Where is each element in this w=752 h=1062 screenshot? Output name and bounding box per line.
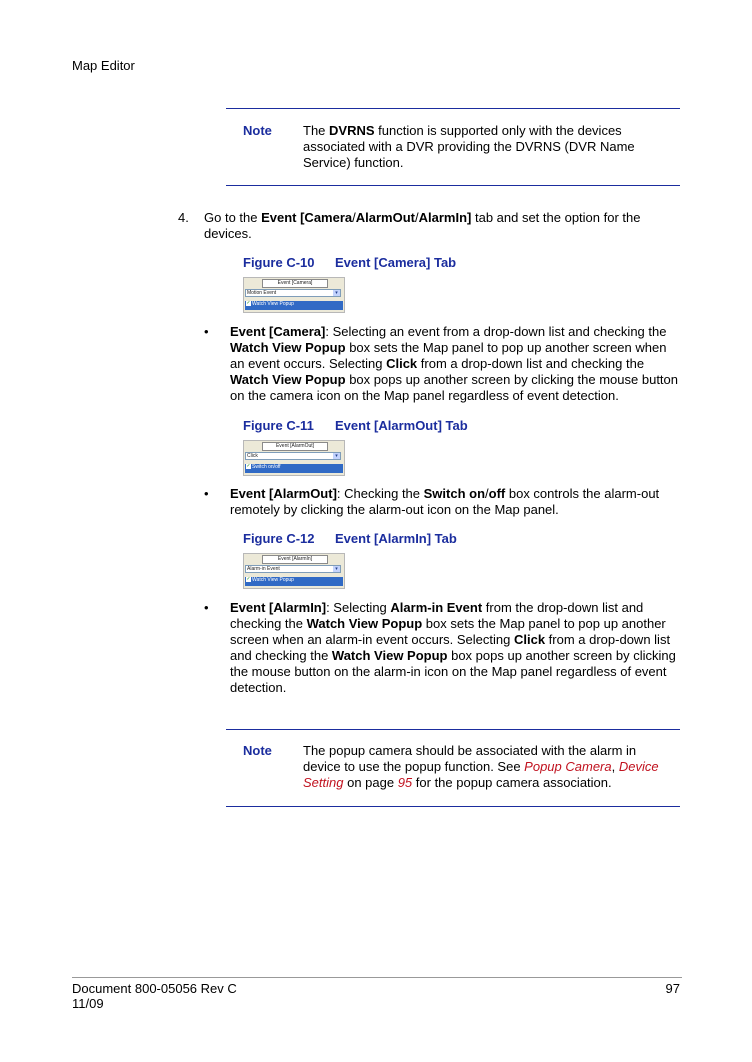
bullet-text-part: box pops up another screen by clicking the mouse button on the alarm-in icon on the Map panel regardless of event detection. — [230, 648, 676, 695]
bullet-text-part: box sets the Map panel to pop up another screen when an event occurs. Selecting — [230, 340, 667, 371]
bullet-bold: Event [Camera] — [230, 324, 326, 339]
note-text — [303, 123, 673, 171]
footer-date: 11/09 — [72, 996, 104, 1011]
note-text-part: The — [303, 123, 330, 138]
bullet-marker: • — [204, 486, 209, 501]
note-text-part: for the popup camera association. — [412, 775, 612, 790]
step-text-part: / — [352, 210, 356, 225]
figure-number: Figure C-12 — [243, 531, 315, 546]
footer-doc-info — [72, 981, 237, 1011]
note-text-part: on page — [343, 775, 398, 790]
tab-event-alarmin[interactable]: Event [AlarmIn] — [262, 555, 328, 564]
bullet-text-part: box sets the Map panel to pop up another screen when an alarm-in event occurs. Selecting — [230, 616, 666, 647]
step-text-part: tab and set the option for the devices. — [204, 210, 641, 241]
note-text-part: The popup camera should be associated with the alarm in device to use the popup function. See — [303, 743, 637, 774]
bullet-bold: off — [488, 486, 506, 501]
watch-view-popup-checkbox[interactable] — [245, 577, 343, 586]
chevron-down-icon[interactable]: ▾ — [333, 566, 340, 572]
tab-event-camera[interactable]: Event [Camera] — [262, 279, 328, 288]
chevron-down-icon[interactable]: ▾ — [333, 290, 340, 296]
note-top-rule — [226, 108, 680, 109]
note-label: Note — [243, 123, 272, 138]
checkbox-label: Watch View Popup — [252, 577, 294, 583]
event-dropdown[interactable] — [245, 565, 341, 573]
bullet-bold: Switch on — [423, 486, 486, 501]
tab-event-alarmout[interactable]: Event [AlarmOut] — [262, 442, 328, 451]
chevron-down-icon[interactable]: ▾ — [333, 453, 340, 459]
bullet-text-alarmout — [230, 486, 682, 518]
step-text-part: / — [415, 210, 419, 225]
watch-view-popup-checkbox[interactable] — [245, 301, 343, 310]
dropdown-value: Motion Event — [247, 290, 277, 296]
link-popup-camera[interactable]: Popup Camera — [524, 759, 612, 774]
figure-title: Event [AlarmOut] Tab — [335, 418, 468, 433]
bullet-bold: Watch View Popup — [331, 648, 448, 663]
check-icon: ✓ — [246, 576, 251, 583]
figure-number: Figure C-11 — [243, 418, 314, 433]
bullet-text-part: : Checking the — [336, 486, 424, 501]
step-number: 4. — [178, 210, 189, 225]
note-top-rule — [226, 729, 680, 730]
bullet-text-part: box pops up another screen by clicking the mouse button on the camera icon on the Map panel regardless of event detection. — [230, 372, 679, 403]
step-bold: Event [Camera — [261, 210, 353, 225]
step-text — [204, 210, 664, 242]
bullet-marker: • — [204, 324, 209, 339]
bullet-bold: Watch View Popup — [230, 340, 346, 355]
note-bottom-rule — [226, 806, 680, 807]
bullet-text-alarmin — [230, 600, 682, 696]
figure-title: Event [Camera] Tab — [335, 255, 457, 270]
event-dropdown[interactable] — [245, 452, 341, 460]
figure-number: Figure C-10 — [243, 255, 315, 270]
figure-caption — [243, 418, 468, 434]
figure-image-alarmin-tab — [243, 553, 345, 589]
link-device-setting[interactable]: Device Setting — [303, 759, 659, 790]
footer-rule — [72, 977, 682, 978]
bullet-text-camera — [230, 324, 682, 404]
note-label: Note — [243, 743, 272, 758]
bullet-bold: Watch View Popup — [306, 616, 423, 631]
bullet-text-part: : Selecting an event from a drop-down list and checking the — [325, 324, 667, 339]
figure-caption — [243, 531, 457, 547]
bullet-bold: Event [AlarmIn] — [230, 600, 327, 615]
bullet-text-part: / — [485, 486, 489, 501]
note-bottom-rule — [226, 185, 680, 186]
checkbox-label: Switch on/off — [252, 464, 281, 470]
bullet-bold: Event [AlarmOut] — [230, 486, 337, 501]
figure-image-camera-tab — [243, 277, 345, 313]
bullet-text-part: : Selecting — [326, 600, 391, 615]
figure-title: Event [AlarmIn] Tab — [335, 531, 457, 546]
bullet-text-part: from the drop-down list and checking the — [230, 600, 644, 631]
bullet-text-part: box controls the alarm-out remotely by clicking the alarm-out icon on the Map panel. — [230, 486, 660, 517]
page-header-title: Map Editor — [72, 58, 135, 73]
switch-on-off-checkbox[interactable] — [245, 464, 343, 473]
dropdown-value: Alarm-in Event — [247, 566, 280, 572]
footer-doc-number: Document 800-05056 Rev C — [72, 981, 237, 996]
dropdown-value: Click — [247, 453, 258, 459]
check-icon: ✓ — [246, 300, 251, 307]
step-text-part: Go to the — [204, 210, 262, 225]
figure-image-alarmout-tab — [243, 440, 345, 476]
note-text-part: , — [611, 759, 619, 774]
note-text-part: function is supported only with the devices associated with a DVR providing the DVRNS (DVR Name Service) function. — [303, 123, 635, 170]
footer-page-number: 97 — [665, 981, 680, 996]
event-dropdown[interactable] — [245, 289, 341, 297]
bullet-text-part: from a drop-down list and checking the — [230, 632, 671, 663]
bullet-bold: Click — [386, 356, 418, 371]
step-bold: AlarmOut — [355, 210, 415, 225]
note-bold: DVRNS — [329, 123, 375, 138]
checkbox-label: Watch View Popup — [252, 301, 294, 307]
figure-caption — [243, 255, 456, 271]
check-icon: ✓ — [246, 463, 251, 470]
link-page-95[interactable]: 95 — [397, 775, 413, 790]
note-text — [303, 743, 673, 791]
step-bold: AlarmIn] — [418, 210, 472, 225]
bullet-bold: Watch View Popup — [230, 372, 346, 387]
bullet-bold: Alarm-in Event — [390, 600, 483, 615]
bullet-text-part: from a drop-down list and checking the — [417, 356, 645, 371]
bullet-marker: • — [204, 600, 209, 615]
bullet-bold: Click — [513, 632, 546, 647]
